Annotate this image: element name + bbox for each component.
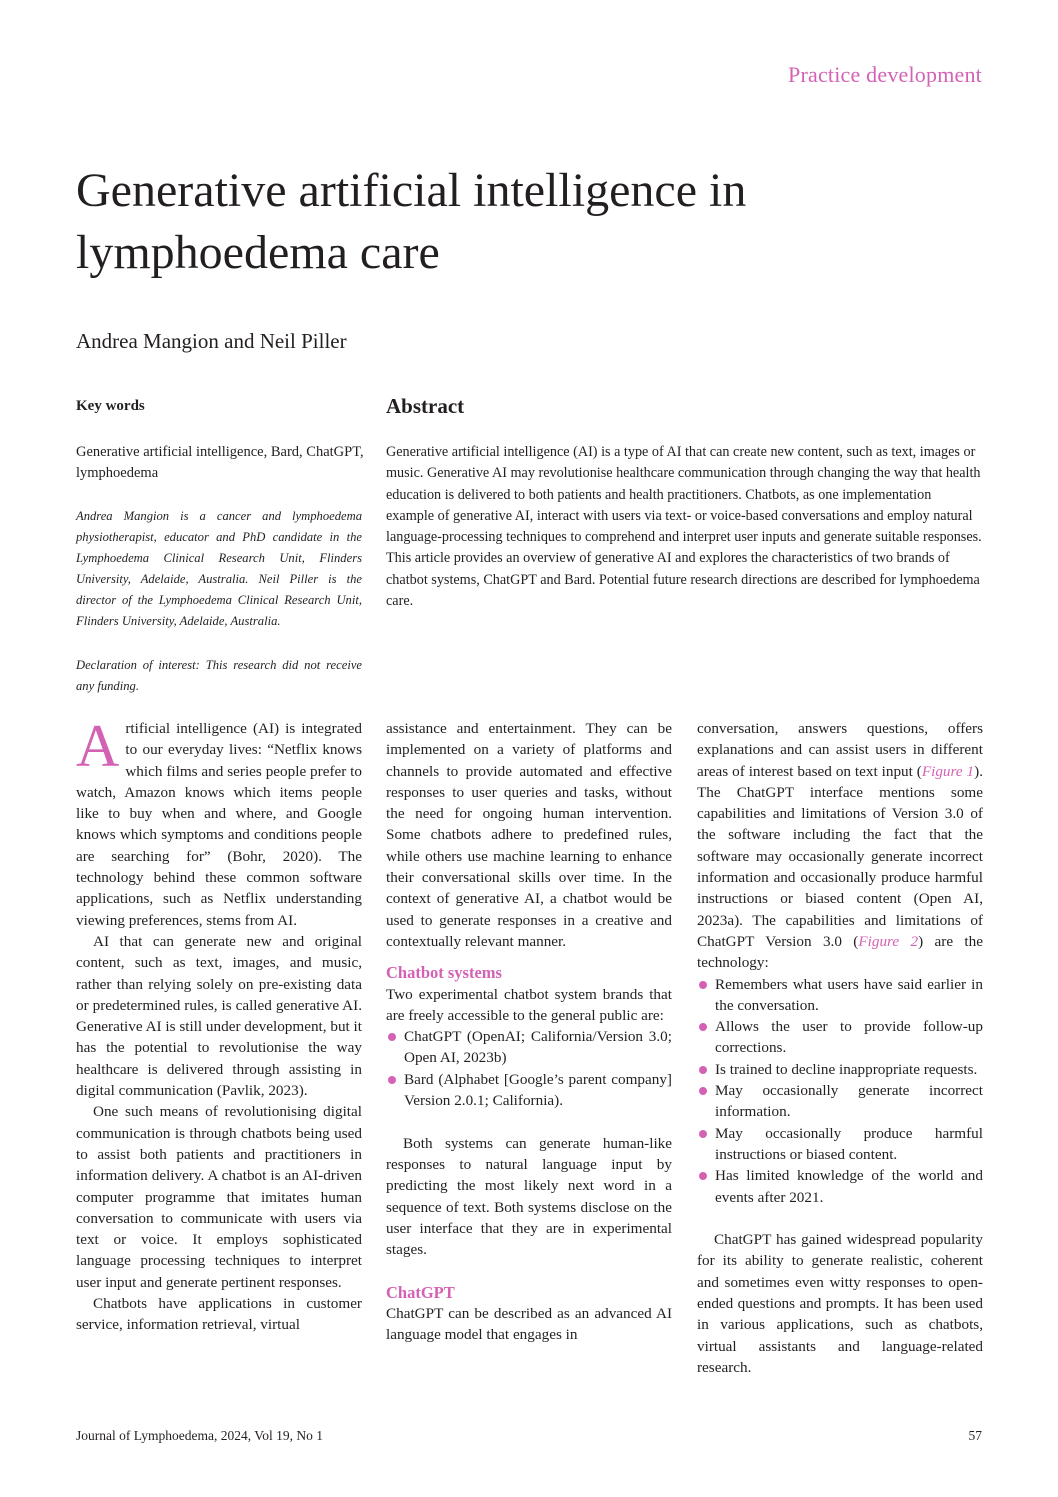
body-column-1 <box>76 713 362 1336</box>
list-item-text: Bard (Alphabet [Google’s parent company] Version 2.0.1; California). <box>404 1070 672 1110</box>
capabilities-list <box>697 974 983 1208</box>
body-paragraph <box>76 713 362 931</box>
paragraph-text: conversation, answers questions, offers explanations and can assist users in different areas of interest based on text input ( <box>697 720 983 780</box>
body-paragraph: Two experimental chatbot system brands that are freely accessible to the general public are: <box>386 985 672 1024</box>
article-title: Generative artificial intelligence in lymphoedema care <box>76 164 747 279</box>
section-label: Practice development <box>788 62 982 87</box>
body-paragraph: ChatGPT can be described as an advanced AI language model that engages in <box>386 1305 672 1344</box>
brand-list <box>386 1026 672 1111</box>
figure-2-link[interactable]: Figure 2 <box>858 932 919 950</box>
journal-citation: Journal of Lymphoedema, 2024, Vol 19, No 1 <box>76 1428 323 1443</box>
figure-1-link[interactable]: Figure 1 <box>921 762 975 780</box>
body-paragraph <box>697 718 983 974</box>
list-item-text: Has limited knowledge of the world and events after 2021. <box>715 1167 983 1206</box>
abstract-text: Generative artificial intelligence (AI) is a type of AI that can create new content, such as text, images or music. Generative AI may revolutionise healthcare communication through changing the way that health education is delivered to both patients and health practitioners. Chatbots, as one implementation example of generative AI, interact with users via text- or voice-based conversations and employ natural language-processing techniques to comprehend and interpret user inputs and generate suitable responses. This article provides an overview of generative AI and explores the characteristics of two brands of chatbot systems, ChatGPT and Bard. Potential future research directions are described for lymphoedema care. <box>386 444 982 610</box>
author-bio: Andrea Mangion is a cancer and lymphoedema physiotherapist, educator and PhD candidate in the Lymphoedema Clinical Research Unit, Flinders University, Adelaide, Australia. Neil Piller is the director of the Lymphoedema Clinical Research Unit, Flinders University, Adelaide, Australia. <box>76 509 362 628</box>
list-item <box>697 974 983 1017</box>
body-paragraph: One such means of revolutionising digital communication is through chatbots being used to assist both patients and practitioners in information delivery. A chatbot is an AI-driven computer programme that imitates human conversation to communicate with users via text or voice. It employs sophisticated language processing techniques to interpret user input and generate pertinent responses. <box>76 1103 362 1291</box>
keywords-text: Generative artificial intelligence, Bard, ChatGPT, lymphoedema <box>76 444 364 481</box>
paragraph-text: ). The ChatGPT interface mentions some capabilities and limitations of Version 3.0 of the software including the fact that the software may occasionally generate incorrect information and occasionally produce harmful instructions or biased content (Open AI, 2023a). The capabilities and limitations of ChatGPT Version 3.0 ( <box>697 762 983 950</box>
list-item-text: ChatGPT (OpenAI; California/Version 3.0; Open AI, 2023b) <box>404 1028 672 1067</box>
list-item-text: Remembers what users have said earlier in the conversation. <box>715 975 983 1014</box>
list-item <box>697 1016 983 1059</box>
body-paragraph: AI that can generate new and original content, such as text, images, and music, rather than relying solely on pre-existing data or predetermined rules, is called generative AI. Generative AI is still under development, but it has the potential to revolutionise the way healthcare is delivered through assisting in digital communication (Pavlik, 2023). <box>76 932 362 1100</box>
list-item-text: Is trained to decline inappropriate requests. <box>715 1060 978 1078</box>
list-item-text: Allows the user to provide follow-up corrections. <box>715 1018 983 1057</box>
drop-cap: A <box>76 713 120 779</box>
list-item <box>697 1165 983 1208</box>
bullet-icon <box>699 1172 707 1180</box>
body-paragraph: ChatGPT has gained widespread popularity for its ability to generate realistic, coherent and sometimes even witty responses to open-ended questions and prompts. It has been used in various applications, such as chatbots, virtual assistants and language-related research. <box>697 1231 983 1376</box>
list-item <box>697 1123 983 1166</box>
paragraph-text: ) are the technology: <box>697 932 983 972</box>
list-item <box>697 1080 983 1123</box>
keywords-heading: Key words <box>76 398 145 414</box>
body-paragraph: assistance and entertainment. They can be implemented on a variety of platforms and channels to provide automated and effective responses to user queries and tasks, without the need for ongoing human intervention. Some chatbots adhere to predefined rules, while others use machine learning to enhance their conversational skills over time. In the context of generative AI, a chatbot would be used to generate responses in a creative and contextually relevant manner. <box>386 720 672 950</box>
bullet-icon <box>699 1087 707 1095</box>
list-item-text: May occasionally produce harmful instructions or biased content. <box>715 1124 983 1163</box>
declaration-of-interest: Declaration of interest: This research did not receive any funding. <box>76 658 362 693</box>
bullet-icon <box>388 1033 396 1041</box>
page-number: 57 <box>968 1428 982 1443</box>
bullet-icon <box>699 1130 707 1138</box>
body-paragraph: Chatbots have applications in customer service, information retrieval, virtual <box>76 1295 362 1334</box>
list-item <box>386 1069 672 1112</box>
abstract-heading: Abstract <box>386 394 465 418</box>
article-authors: Andrea Mangion and Neil Piller <box>76 329 347 353</box>
bullet-icon <box>388 1076 396 1084</box>
bullet-icon <box>699 1066 707 1074</box>
paragraph-text: rtificial intelligence (AI) is integrated to our everyday lives: “Netflix knows which films and series people prefer to watch, Amazon knows which items people like to buy when and where, and Google knows which symptoms and conditions people are searching for” (Bohr, 2020). The technology behind these common software applications, such as Netflix understanding viewing preferences, stems from AI. <box>76 720 362 929</box>
section-heading-chatbot-systems: Chatbot systems <box>386 963 502 983</box>
list-item <box>697 1059 983 1080</box>
section-heading-chatgpt: ChatGPT <box>386 1282 455 1302</box>
bullet-icon <box>699 1023 707 1031</box>
list-item-text: May occasionally generate incorrect information. <box>715 1082 983 1121</box>
bullet-icon <box>699 981 707 989</box>
body-column-3 <box>697 718 983 1378</box>
body-column-2 <box>386 718 672 1346</box>
body-paragraph: Both systems can generate human-like responses to natural language input by predicting the most likely next word in a sequence of text. Both systems disclose on the user interface that they are in experimental stages. <box>386 1134 672 1259</box>
list-item <box>386 1026 672 1069</box>
